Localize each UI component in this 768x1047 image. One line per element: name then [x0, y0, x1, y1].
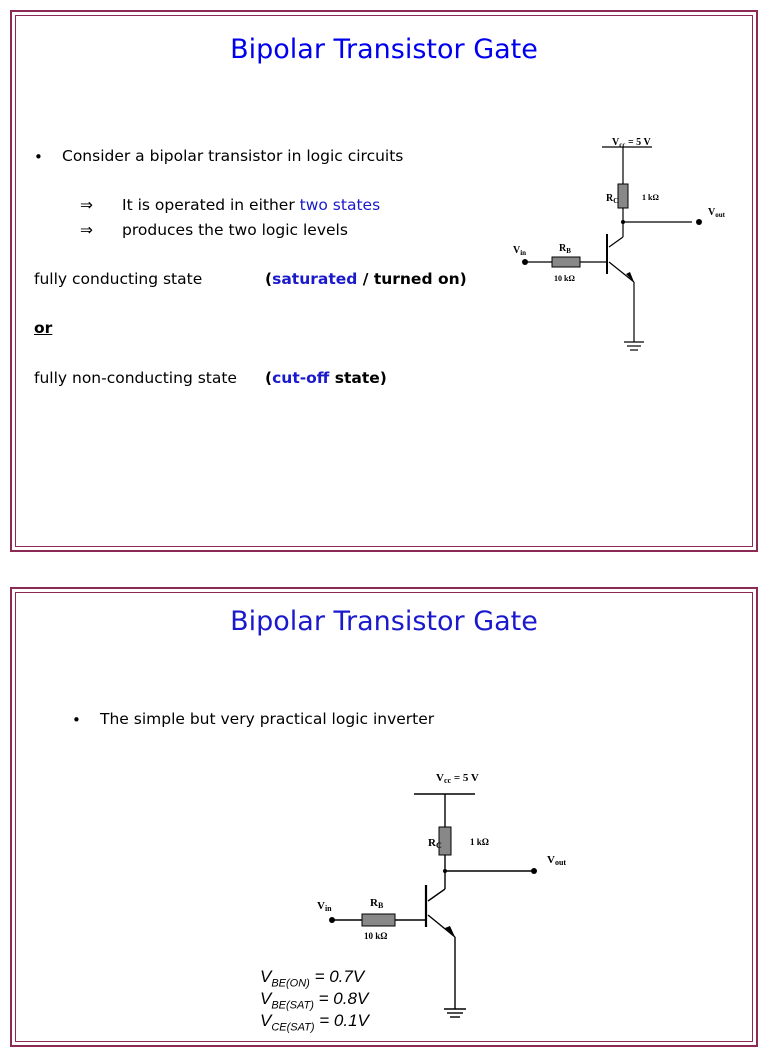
saturated-highlight: saturated: [272, 270, 358, 288]
paren-open: (: [265, 270, 273, 288]
vout-terminal: [531, 868, 537, 874]
intro-text: Consider a bipolar transistor in logic circuits: [62, 147, 404, 165]
rc-value: 1 kΩ: [470, 837, 489, 847]
state1-description: [265, 270, 467, 288]
bullet-dot: •: [72, 711, 81, 729]
vbe-sat-equation: $V_{BE(SAT)} = 0.8V$: [260, 989, 369, 1012]
rc-label: $R_C$: [606, 193, 619, 205]
state2-label: fully non-conducting state: [34, 369, 237, 387]
paren-open: (: [265, 369, 273, 387]
logic-levels-text: produces the two logic levels: [122, 221, 348, 239]
state-text: state: [329, 369, 380, 387]
circuit-diagram-1: [492, 122, 742, 362]
implies-arrow-icon: ⇒: [80, 221, 93, 239]
collector-lead: [609, 237, 623, 247]
state1-label: fully conducting state: [34, 270, 203, 288]
vout-terminal: [696, 219, 702, 225]
vin-terminal: [522, 259, 528, 265]
rb-resistor: [552, 257, 580, 267]
operated-line: [122, 196, 380, 214]
state2-description: [265, 369, 387, 387]
turned-on-text: turned on: [373, 270, 460, 288]
inverter-intro-text: The simple but very practical logic inverter: [100, 710, 435, 728]
junction-dot: [443, 869, 447, 873]
slide-1-title: Bipolar Transistor Gate: [230, 34, 538, 65]
slash: /: [357, 270, 374, 288]
two-states-highlight: two states: [299, 196, 381, 214]
slide-1: [10, 10, 758, 552]
collector-lead: [428, 889, 445, 901]
vin-label: $V_{in}$: [513, 245, 527, 257]
bullet-dot: •: [34, 148, 43, 166]
emitter-lead: [428, 915, 455, 937]
paren-close: ): [459, 270, 467, 288]
implies-arrow-icon: ⇒: [80, 196, 93, 214]
emitter-lead: [609, 262, 634, 282]
vout-label: Vout: [547, 854, 567, 867]
or-text: or: [34, 319, 53, 337]
vce-sat-equation: $V_{CE(SAT)} = 0.1V$: [260, 1011, 369, 1034]
cut-off-highlight: cut-off: [272, 369, 330, 387]
vout-label: $V_{out}$: [708, 207, 725, 219]
rb-value: 10 kΩ: [364, 931, 388, 941]
junction-dot: [621, 220, 625, 224]
paren-close: ): [379, 369, 387, 387]
vcc-label: Vcc = 5 V: [436, 772, 479, 785]
rc-resistor: [618, 184, 628, 208]
rc-label: RC: [428, 837, 442, 850]
slide-2: [10, 587, 758, 1047]
rb-label: RB: [370, 897, 384, 910]
vbe-on-equation: $V_{BE(ON)} = 0.7V$: [260, 967, 365, 990]
vin-label: Vin: [317, 900, 332, 913]
emitter-arrow-icon: [445, 926, 455, 937]
slide-2-title: Bipolar Transistor Gate: [230, 606, 538, 637]
rb-resistor: [362, 914, 395, 926]
vin-terminal: [329, 917, 335, 923]
rb-label: $R_B$: [559, 243, 571, 255]
operated-text: It is operated in either: [122, 196, 300, 214]
rc-value: 1 kΩ: [642, 193, 659, 202]
rb-value: 10 kΩ: [554, 274, 575, 283]
vcc-label: $V_{cc} = 5$ V: [612, 137, 651, 149]
